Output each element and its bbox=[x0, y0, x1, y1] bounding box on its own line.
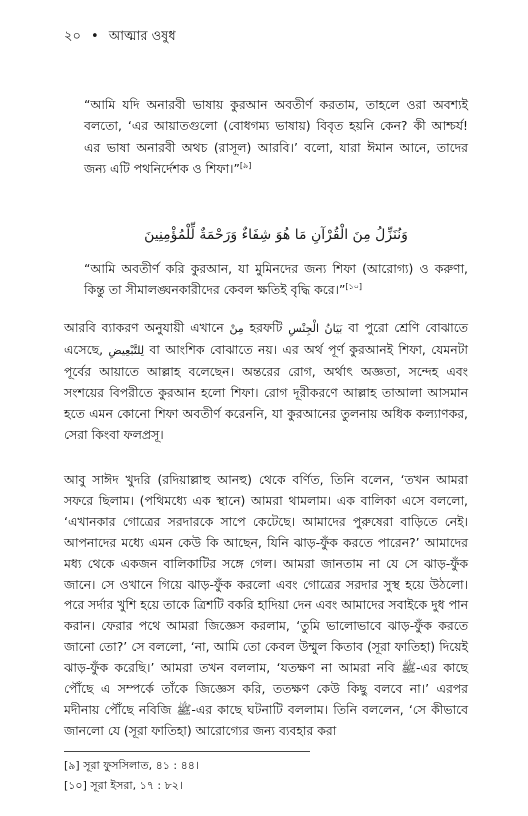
footnote-item bbox=[64, 776, 468, 796]
book-title: আত্মার ওষুধ bbox=[108, 29, 176, 44]
footnote-ref-9: [৯] bbox=[239, 160, 252, 170]
footnote-ref: [৯] bbox=[64, 759, 80, 772]
quote-1-text: “আমি যদি অনারবী ভাষায় কুরআন অবতীর্ণ করতাম, তাহলে ওরা অবশ্যই বলতো, ‘এর আয়াতগুলো (বোধগম্য ভাষায়) বিবৃত হয়নি কেন? কী আশ্চর্য! এর ভাষা অনারবী অথচ (রাসূল) আরবি।’ বলো, যারা ঈমান আনে, তাদের জন্য এটি পথনির্দেশক ও শিফা।” bbox=[84, 97, 468, 176]
paragraph-1-part-1: আরবি ব্যাকরণ অনুযায়ী এখানে bbox=[64, 320, 230, 335]
footnote-text: সূরা ইসরা, ১৭ : ৮২। bbox=[90, 779, 183, 792]
arabic-term-lit-tabeed: لِلتَّبْعِيضِ bbox=[108, 343, 145, 357]
paragraph-1-part-2: হরফটি bbox=[243, 320, 289, 335]
paragraph-grammar bbox=[64, 318, 468, 445]
arabic-term-bayan-al-jins: بَيَانُ الْجِنْسِ bbox=[288, 322, 343, 335]
salawat-glyph: ﷺ bbox=[401, 660, 417, 676]
footnote-ref-10: [১০] bbox=[345, 282, 363, 292]
arabic-term-min: مِنْ bbox=[229, 322, 244, 335]
page-number: ২০ bbox=[64, 29, 81, 44]
page-header bbox=[64, 28, 468, 46]
quote-2-text: “আমি অবতীর্ণ করি কুরআন, যা মুমিনদের জন্য শিফা (আরোগ্য) ও করুণা, কিন্তু তা সীমালঙ্ঘনকারীদের কেবল ক্ষতিই বৃদ্ধি করে।” bbox=[84, 261, 468, 298]
paragraph-2-part-3: -এর কাছে ঘটনাটি বললাম। তিনি বললেন, ‘সে কীভাবে জানলো যে (সূরা ফাতিহা) আরোগ্যের জন্য ব্যবহার করা bbox=[64, 701, 468, 738]
paragraph-2-part-1: আবু সাঈদ খুদরি (রদিয়াল্লাহু আনহু) থেকে বর্ণিত, তিনি বলেন, ‘তখন আমরা সফরে ছিলাম। (পথিমধ্যে এক স্থানে) আমরা থামলাম। এক বালিকা এসে বললো, ‘এখানকার গোত্রের সরদারকে সাপে কেটেছে। আমাদের পুরুষেরা বাড়িতে নেই। আপনাদের মধ্যে এমন কেউ কি আছেন, যিনি ঝাড়-ফুঁক করতে পারেন?’ আমাদের মধ্য থেকে একজন বালিকাটির সঙ্গে গেল। আমরা জানতাম না যে সে ঝাড়-ফুঁক জানে। সে ওখানে গিয়ে ঝাড়-ফুঁক করলো এবং গোত্রের সরদার সুস্থ হয়ে উঠলো। পরে সর্দার খুশি হয়ে তাকে ত্রিশটি বকরি হাদিয়া দেন এবং আমাদের সবাইকে দুধ পান করান। ফেরার পথে আমরা জিজ্ঞেস করলাম, ‘তুমি ভালোভাবে ঝাড়-ফুঁক করতে জানো তো?’ সে বললো, ‘না, আমি তো কেবল উম্মুল কিতাব (সূরা ফাতিহা) দিয়েই ঝাড়-ফুঁক করেছি।’ আমরা তখন বললাম, ‘যতক্ষণ না আমরা নবি bbox=[64, 472, 468, 676]
footnote-text: সূরা ফুসসিলাত, ৪১ : ৪৪। bbox=[83, 759, 199, 772]
footnote-ref: [১০] bbox=[64, 779, 87, 792]
footnote-divider bbox=[64, 751, 310, 752]
footnotes bbox=[64, 756, 468, 796]
paragraph-1-part-4: বা আংশিক বোঝাতে নয়। এর অর্থ পূর্ণ কুরআনই শিফা, যেমনটা পূর্বের আয়াতে আল্লাহ বলেছেন। অন্তরের রোগ, অর্থাৎ অজ্ঞতা, সন্দেহ এবং সংশয়ের বিপরীতে কুরআন হলো শিফা। রোগ দূরীকরণে আল্লাহ তাআলা আসমান হতে এমন কোনো শিফা অবতীর্ণ করেননি, যা কুরআনের তুলনায় অধিক কল্যাণকর, সেরা কিংবা ফলপ্রসূ। bbox=[64, 341, 468, 442]
footnote-item bbox=[64, 756, 468, 776]
quote-block-2 bbox=[84, 258, 468, 301]
quote-block-1 bbox=[84, 94, 468, 179]
paragraph-1-part-3: বা পুরো শ্রেণি বোঝাতে এসেছে, bbox=[64, 320, 468, 357]
salawat-glyph: ﷺ bbox=[176, 701, 192, 717]
header-bullet: • bbox=[91, 29, 99, 44]
paragraph-2-part-2: -এর কাছে পৌঁছে এ সম্পর্কে তাঁকে জিজ্ঞেস করি, ততক্ষণ কেউ কিছু বলবে না।’ এরপর মদীনায় পৌঁছে নবিজি bbox=[64, 660, 468, 717]
paragraph-hadith bbox=[64, 470, 468, 742]
arabic-verse: وَنُنَزِّلُ مِنَ الْقُرْآنِ مَا هُوَ شِفَاءٌ وَرَحْمَةٌ لِّلْمُؤْمِنِينَ bbox=[144, 227, 408, 243]
